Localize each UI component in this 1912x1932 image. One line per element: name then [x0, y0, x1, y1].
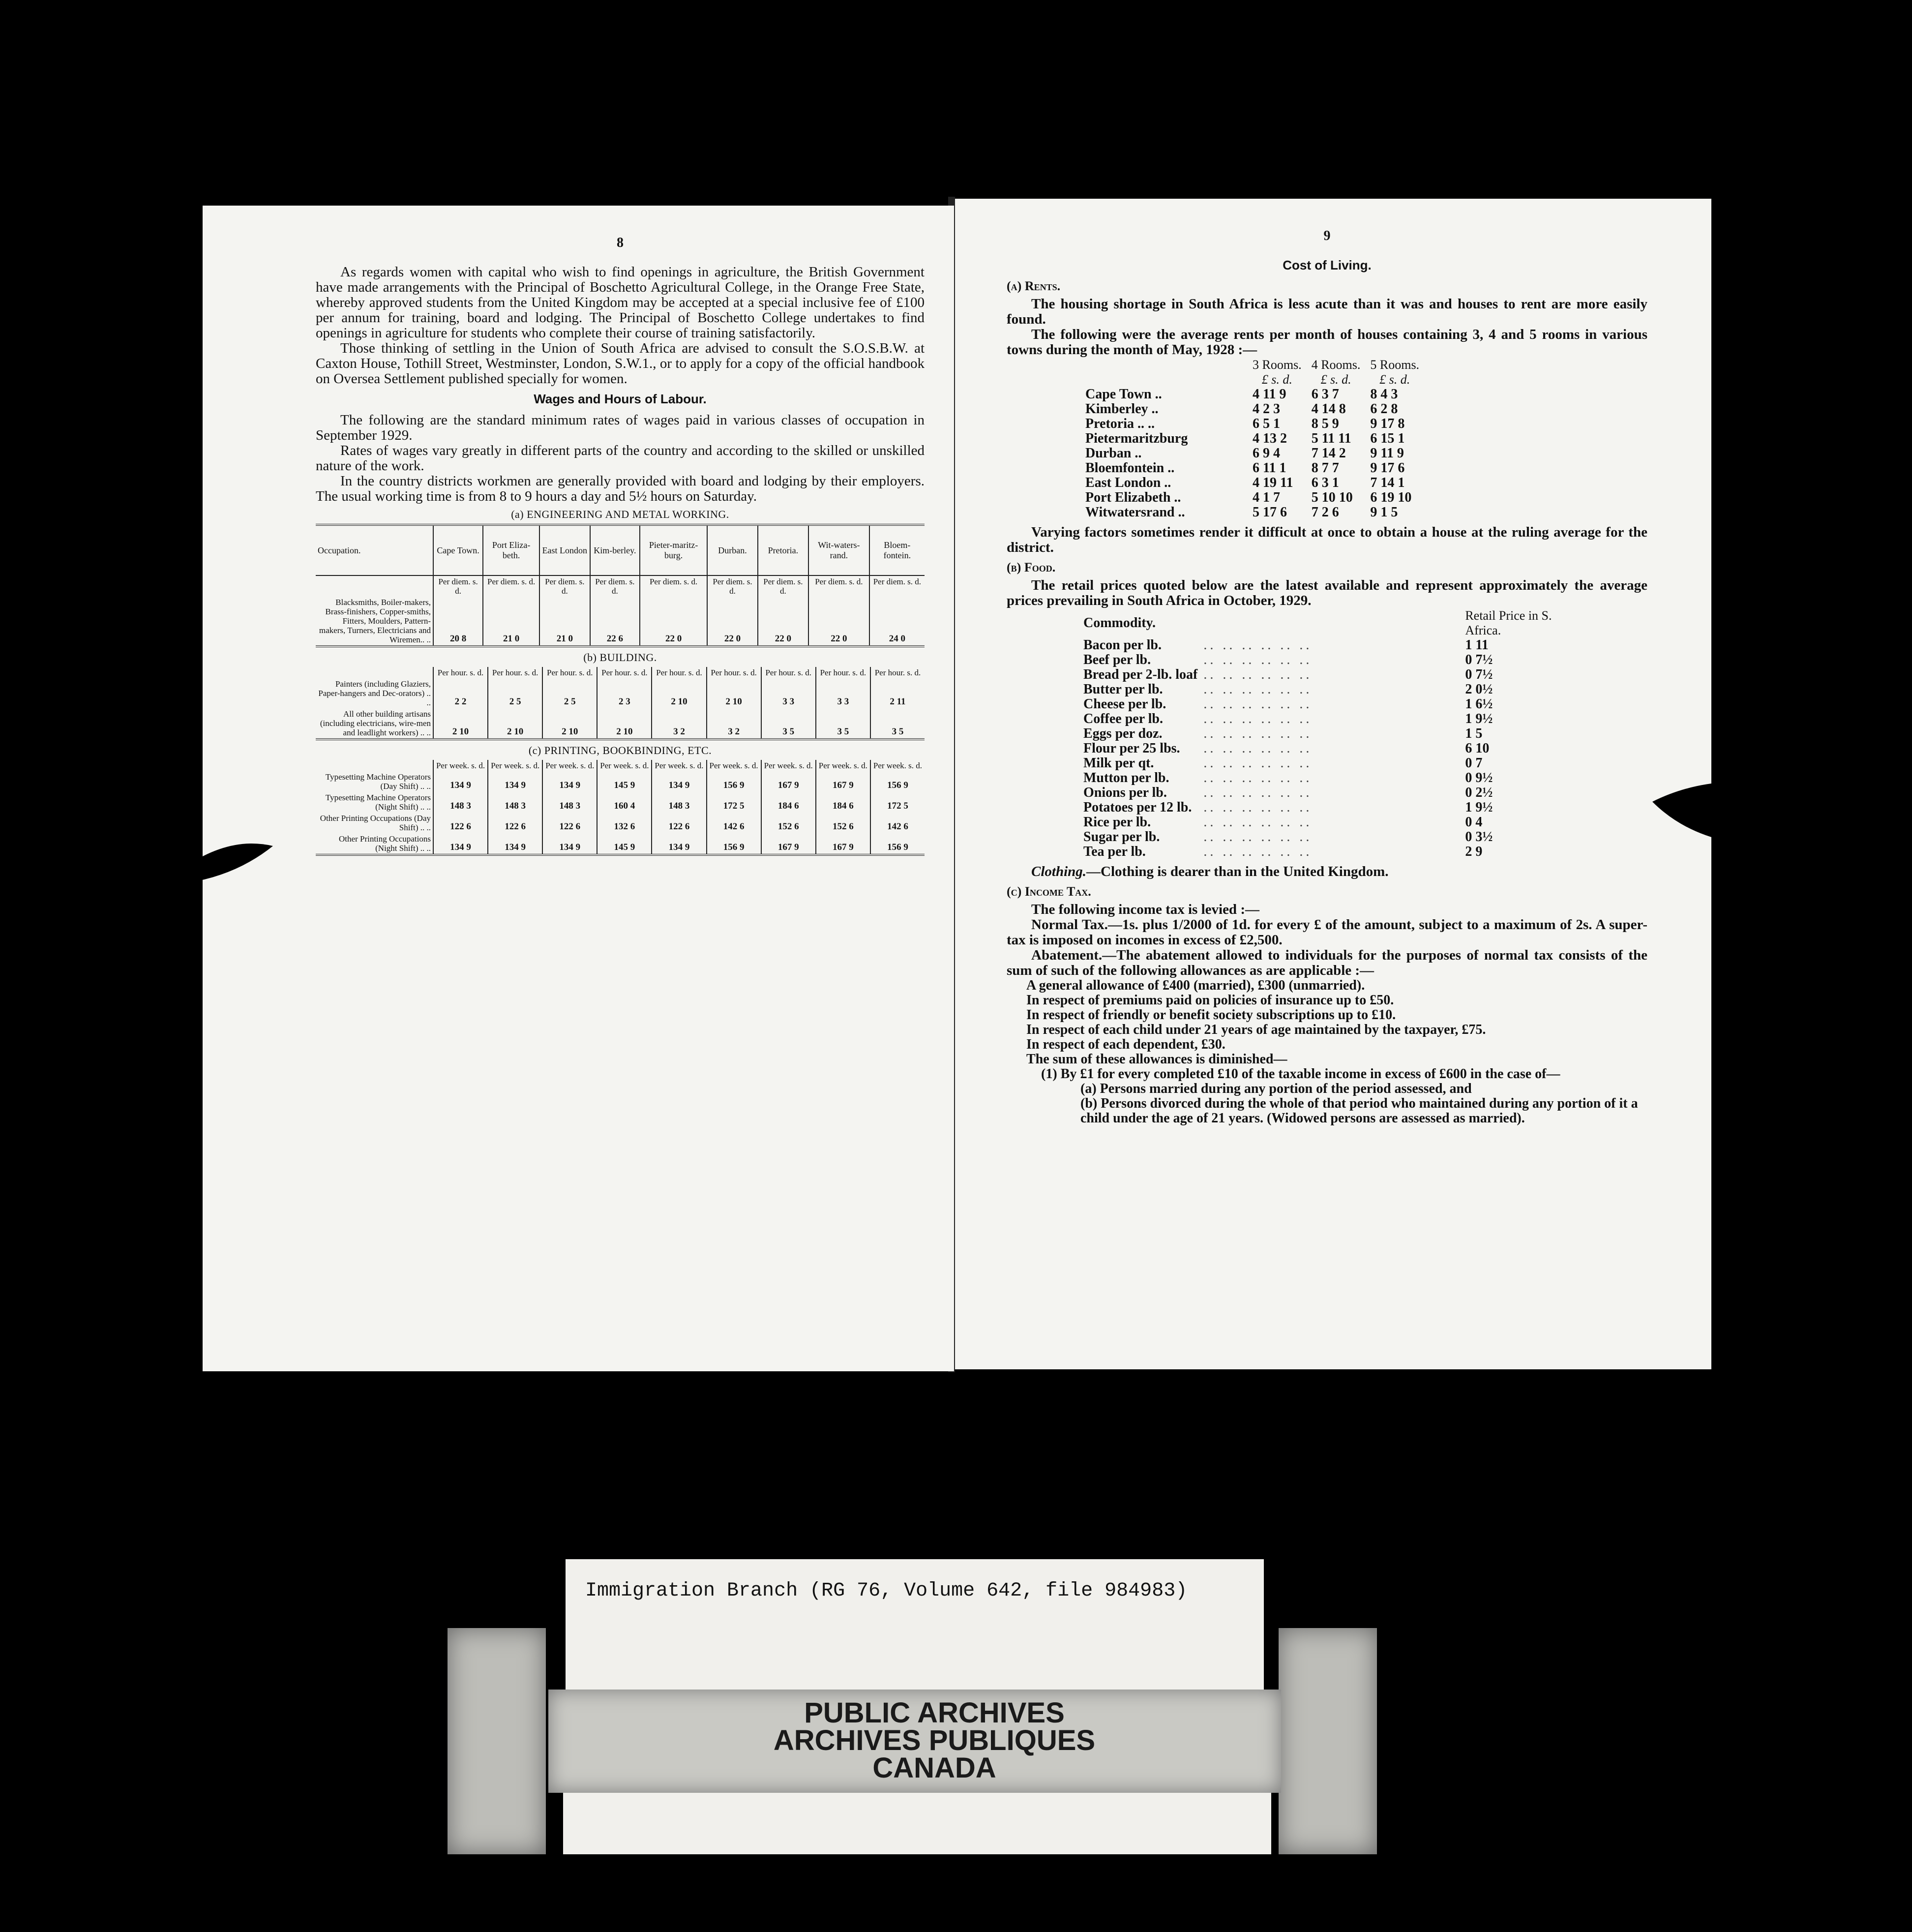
column-header: Occupation. — [316, 525, 433, 575]
occupation-cell: Painters (including Glaziers, Paper-hangers and Dec-orators) .. .. — [318, 679, 431, 707]
price-cell: 0 2½ — [1465, 785, 1493, 800]
wage-value-cell: 22 0 — [808, 597, 869, 646]
wage-value-cell: 2 10 — [597, 708, 652, 739]
leader-dots: .. .. .. .. .. .. — [1203, 770, 1313, 785]
commodity-cell: Butter per lb. — [1083, 682, 1163, 697]
leader-dots: .. .. .. .. .. .. — [1203, 829, 1313, 845]
wage-value-cell: 172 5 — [707, 792, 761, 813]
unit-cell: Per hour. s. d. — [542, 667, 597, 678]
wage-value-cell: 134 9 — [542, 833, 597, 855]
food-row — [1080, 785, 1566, 800]
rent-header-blank — [1080, 358, 1248, 372]
rent-row — [1080, 476, 1424, 490]
left-page — [203, 206, 954, 1371]
wage-value-cell: 156 9 — [707, 771, 761, 792]
wage-value-cell: 167 9 — [761, 771, 816, 792]
column-header: Pieter-maritz-burg. — [640, 525, 707, 575]
occupation-cell: Other Printing Occupations (Night Shift) .. .. — [316, 833, 433, 855]
rents-table — [1080, 358, 1424, 520]
rent-header: 3 Rooms. — [1253, 358, 1302, 372]
clothing-line — [1007, 864, 1647, 879]
allowances-list — [1026, 978, 1647, 1126]
commodity-cell: Milk per qt. — [1083, 755, 1154, 771]
column-header: Port Eliza-beth. — [483, 525, 539, 575]
rent-value-cell: 9 17 6 — [1370, 460, 1405, 476]
wage-value-cell: 145 9 — [597, 833, 652, 855]
price-cell: 2 9 — [1465, 844, 1483, 859]
archive-label-text: Immigration Branch (RG 76, Volume 642, file 984983) — [585, 1580, 1188, 1602]
price-cell: 1 11 — [1465, 637, 1489, 653]
wage-value-cell: 172 5 — [870, 792, 925, 813]
wages-paragraph: The following are the standard minimum rates of wages paid in various classes of occupation in September 1929. — [316, 412, 925, 443]
unit-cell: Per week. s. d. — [816, 760, 870, 771]
food-row — [1080, 697, 1566, 712]
wage-value-cell: 152 6 — [816, 813, 870, 833]
unit-cell: Per hour. s. d. — [652, 667, 706, 678]
rents-note: Varying factors sometimes render it difficult at once to obtain a house at the ruling average for the district. — [1007, 524, 1647, 555]
commodity-cell: Flour per 25 lbs. — [1083, 741, 1180, 756]
tax-abatement: Abatement.—The abatement allowed to individuals for the purposes of normal tax consists of the sum of such of the following allowances as are applicable :— — [1007, 947, 1647, 978]
allowance-item: In respect of each child under 21 years of age maintained by the taxpayer, £75. — [1026, 1022, 1486, 1037]
rent-row — [1080, 461, 1424, 476]
stamp-side-left — [448, 1628, 546, 1854]
unit-cell: Per week. s. d. — [433, 760, 488, 771]
price-cell: 1 9½ — [1465, 711, 1493, 726]
section-b-body — [316, 667, 925, 739]
leader-dots: .. .. .. .. .. .. — [1203, 755, 1313, 771]
wage-value-cell: 134 9 — [433, 833, 488, 855]
unit-cell: Per week. s. d. — [542, 760, 597, 771]
commodity-cell: Bread per 2-lb. loaf — [1083, 667, 1198, 682]
rent-value-cell: 6 9 4 — [1253, 446, 1280, 461]
rent-unit: £ s. d. — [1379, 372, 1410, 387]
price-cell: 1 5 — [1465, 726, 1483, 741]
clip-left — [187, 836, 275, 885]
wage-value-cell: 2 10 — [542, 708, 597, 739]
rent-row — [1080, 402, 1424, 417]
food-row — [1080, 800, 1566, 815]
stamp-line: ARCHIVES PUBLIQUES — [773, 1724, 1096, 1756]
column-header: Bloem-fontein. — [869, 525, 925, 575]
wage-value-cell: 2 10 — [707, 678, 761, 708]
unit-cell: Per week. s. d. — [761, 760, 816, 771]
wage-value-cell: 134 9 — [542, 771, 597, 792]
rent-value-cell: 8 4 3 — [1370, 387, 1398, 402]
rent-value-cell: 4 2 3 — [1253, 401, 1280, 417]
wage-value-cell: 148 3 — [542, 792, 597, 813]
unit-cell: Per diem. s. d. — [590, 575, 640, 597]
commodity-cell: Bacon per lb. — [1083, 637, 1162, 653]
wage-value-cell: 142 6 — [707, 813, 761, 833]
wage-value-cell: 134 9 — [652, 771, 706, 792]
stamp-line: CANADA — [872, 1752, 996, 1784]
unit-row-blank — [316, 667, 433, 678]
allowance-item: A general allowance of £400 (married), £300 (unmarried). — [1026, 978, 1365, 993]
wage-value-cell: 142 6 — [870, 813, 925, 833]
leader-dots: .. .. .. .. .. .. — [1203, 637, 1313, 653]
price-cell: 1 6½ — [1465, 696, 1493, 712]
occupation-cell: Blacksmiths, Boiler-makers, Brass-finishers, Copper-smiths, Fitters, Moulders, Pattern-makers, Turners, Electricians and Wiremen.. .. — [316, 597, 433, 646]
rent-row — [1080, 505, 1424, 520]
town-cell: Port Elizabeth .. — [1085, 490, 1181, 505]
food-row — [1080, 756, 1566, 771]
rent-value-cell: 6 3 1 — [1311, 475, 1339, 490]
food-row — [1080, 741, 1566, 756]
rent-value-cell: 4 1 7 — [1253, 490, 1280, 505]
town-cell: Witwatersrand .. — [1085, 505, 1185, 520]
wage-value-cell: 134 9 — [488, 771, 542, 792]
wage-value-cell: 3 5 — [816, 708, 870, 739]
page-number: 8 — [617, 235, 624, 250]
wage-value-cell: 3 2 — [707, 708, 761, 739]
leader-dots: .. .. .. .. .. .. — [1203, 726, 1313, 741]
page-number: 9 — [1323, 228, 1331, 243]
archive-label — [566, 1559, 1264, 1697]
unit-cell: Per diem. s. d. — [640, 575, 707, 597]
leader-dots: .. .. .. .. .. .. — [1203, 741, 1313, 756]
unit-cell: Per diem. s. d. — [758, 575, 808, 597]
stamp-line: PUBLIC ARCHIVES — [804, 1697, 1065, 1729]
wage-value-cell: 22 0 — [758, 597, 808, 646]
wage-value-cell: 20 8 — [433, 597, 483, 646]
price-cell: 6 10 — [1465, 741, 1490, 756]
commodity-cell: Onions per lb. — [1083, 785, 1167, 800]
wage-value-cell: 122 6 — [542, 813, 597, 833]
unit-row — [316, 575, 925, 597]
price-cell: 2 0½ — [1465, 682, 1493, 697]
clip-right — [1652, 782, 1726, 841]
food-body — [1080, 638, 1566, 859]
commodity-cell: Eggs per doz. — [1083, 726, 1163, 741]
town-cell: Pietermaritzburg — [1085, 431, 1188, 446]
food-header-blank — [1200, 608, 1462, 638]
rent-value-cell: 4 19 11 — [1253, 475, 1293, 490]
price-cell: 1 9½ — [1465, 800, 1493, 815]
food-row — [1080, 771, 1566, 785]
town-cell: Kimberley .. — [1085, 401, 1159, 417]
column-header: Durban. — [707, 525, 758, 575]
food-paragraph: The retail prices quoted below are the latest available and represent approximately the average prices prevailing in South Africa in October, 1929. — [1007, 577, 1647, 608]
unit-row — [316, 667, 925, 678]
section-b-title: (b) BUILDING. — [583, 651, 657, 664]
rent-value-cell: 6 3 7 — [1311, 387, 1339, 402]
price-cell: 0 4 — [1465, 815, 1483, 830]
unit-row-blank — [316, 575, 433, 597]
town-cell: Durban .. — [1085, 446, 1142, 461]
town-cell: Bloemfontein .. — [1085, 460, 1175, 476]
wage-value-cell: 122 6 — [652, 813, 706, 833]
wage-value-cell: 134 9 — [488, 833, 542, 855]
rent-value-cell: 6 19 10 — [1370, 490, 1412, 505]
unit-cell: Per week. s. d. — [652, 760, 706, 771]
food-header-price: Retail Price in S. Africa. — [1465, 608, 1552, 637]
unit-cell: Per hour. s. d. — [597, 667, 652, 678]
price-cell: 0 9½ — [1465, 770, 1493, 785]
allowance-item: In respect of each dependent, £30. — [1026, 1037, 1225, 1052]
unit-cell: Per diem. s. d. — [433, 575, 483, 597]
wage-value-cell: 148 3 — [433, 792, 488, 813]
leader-dots: .. .. .. .. .. .. — [1203, 711, 1313, 726]
wage-value-cell: 156 9 — [870, 833, 925, 855]
wage-value-cell: 3 3 — [761, 678, 816, 708]
food-row — [1080, 638, 1566, 653]
commodity-cell: Potatoes per 12 lb. — [1083, 800, 1192, 815]
leader-dots: .. .. .. .. .. .. — [1203, 652, 1313, 667]
rent-value-cell: 4 13 2 — [1253, 431, 1287, 446]
price-cell: 0 7 — [1465, 755, 1483, 771]
unit-cell: Per week. s. d. — [488, 760, 542, 771]
leader-dots: .. .. .. .. .. .. — [1203, 785, 1313, 800]
leader-dots: .. .. .. .. .. .. — [1203, 682, 1313, 697]
unit-row — [316, 760, 925, 771]
column-header: Wit-waters-rand. — [808, 525, 869, 575]
leader-dots: .. .. .. .. .. .. — [1203, 844, 1313, 859]
column-header: Cape Town. — [433, 525, 483, 575]
wages-heading: Wages and Hours of Labour. — [534, 392, 707, 406]
clothing-label: Clothing. — [1031, 864, 1087, 879]
tax-intro: The following income tax is levied :— — [1031, 902, 1259, 917]
rent-unit: £ s. d. — [1320, 372, 1351, 387]
rents-paragraph: The following were the average rents per month of houses containing 3, 4 and 5 rooms in various towns during the month of May, 1928 :— — [1007, 327, 1647, 358]
section-a-body — [316, 575, 925, 646]
rent-value-cell: 6 2 8 — [1370, 401, 1398, 417]
wage-value-cell: 2 5 — [542, 678, 597, 708]
section-c-title: (c) PRINTING, BOOKBINDING, ETC. — [528, 744, 712, 756]
right-page — [955, 199, 1711, 1369]
leader-dots: .. .. .. .. .. .. — [1203, 696, 1313, 712]
wage-value-cell: 148 3 — [488, 792, 542, 813]
occupation-cell: Typesetting Machine Operators (Day Shift) .. .. — [325, 772, 431, 791]
wage-value-cell: 2 5 — [488, 678, 542, 708]
commodity-cell: Beef per lb. — [1083, 652, 1151, 667]
unit-cell: Per diem. s. d. — [539, 575, 590, 597]
rent-value-cell: 6 11 1 — [1253, 460, 1286, 476]
wage-value-cell: 3 3 — [816, 678, 870, 708]
wage-value-cell: 2 3 — [597, 678, 652, 708]
rent-value-cell: 8 7 7 — [1311, 460, 1339, 476]
food-row — [1080, 667, 1566, 682]
wage-value-cell: 22 0 — [640, 597, 707, 646]
wage-value-cell: 122 6 — [488, 813, 542, 833]
diminished-subitem: (b) Persons divorced during the whole of that period who maintained during any portion of it a child under the age of 21 years. (Widowed persons are assessed as married). — [1080, 1096, 1638, 1126]
wage-value-cell: 184 6 — [761, 792, 816, 813]
wages-paragraph: In the country districts workmen are generally provided with board and lodging by their employers. The usual working time is from 8 to 9 hours a day and 5½ hours on Saturday. — [316, 473, 925, 504]
rent-value-cell: 5 11 11 — [1311, 431, 1351, 446]
table-row — [316, 771, 925, 792]
wage-value-cell: 167 9 — [816, 833, 870, 855]
unit-cell: Per hour. s. d. — [870, 667, 925, 678]
leader-dots: .. .. .. .. .. .. — [1203, 815, 1313, 830]
wage-value-cell: 122 6 — [433, 813, 488, 833]
rent-unit: £ s. d. — [1261, 372, 1292, 387]
rent-value-cell: 6 5 1 — [1253, 416, 1280, 431]
wage-value-cell: 167 9 — [816, 771, 870, 792]
intro-paragraph: Those thinking of settling in the Union of South Africa are advised to consult the S.O.S.B.W. at Caxton House, Tothill Street, Westminster, London, S.W.1., or to apply for a copy of the official handbook on Oversea Settlement published specially for women. — [316, 340, 925, 387]
commodity-cell: Tea per lb. — [1083, 844, 1146, 859]
occupation-cell: Typesetting Machine Operators (Night Shift) .. .. — [325, 793, 431, 812]
rent-row — [1080, 490, 1424, 505]
unit-row-blank — [316, 760, 433, 771]
rent-row — [1080, 387, 1424, 402]
column-header: East London — [539, 525, 590, 575]
rent-value-cell: 4 14 8 — [1311, 401, 1346, 417]
occupation-cell: All other building artisans (including electricians, wire-men and leadlight workers) .. .. — [316, 708, 433, 739]
diminished-item: (1) By £1 for every completed £10 of the taxable income in excess of £600 in the case of— — [1041, 1066, 1560, 1082]
wage-table-printing — [316, 760, 925, 856]
rent-unit-blank — [1080, 372, 1248, 387]
wage-value-cell: 134 9 — [652, 833, 706, 855]
wage-value-cell: 184 6 — [816, 792, 870, 813]
wage-value-cell: 160 4 — [597, 792, 652, 813]
leader-dots: .. .. .. .. .. .. — [1203, 800, 1313, 815]
rent-row — [1080, 417, 1424, 431]
food-row — [1080, 712, 1566, 726]
food-row — [1080, 726, 1566, 741]
rent-value-cell: 9 17 8 — [1370, 416, 1405, 431]
allowance-item: In respect of friendly or benefit society subscriptions up to £10. — [1026, 1007, 1396, 1023]
food-row — [1080, 815, 1566, 830]
wage-value-cell: 156 9 — [707, 833, 761, 855]
rent-value-cell: 7 14 1 — [1370, 475, 1405, 490]
stamp-side-right — [1279, 1628, 1377, 1854]
table-row — [316, 833, 925, 855]
rent-value-cell: 9 11 9 — [1370, 446, 1404, 461]
food-label: (b) Food. — [1007, 560, 1056, 574]
rents-label: (a) Rents. — [1007, 279, 1061, 293]
table-row — [316, 678, 925, 708]
wage-value-cell: 3 2 — [652, 708, 706, 739]
unit-cell: Per hour. s. d. — [816, 667, 870, 678]
occupation-cell: Other Printing Occupations (Day Shift) .. .. — [320, 814, 431, 832]
wage-value-cell: 152 6 — [761, 813, 816, 833]
unit-cell: Per hour. s. d. — [488, 667, 542, 678]
cost-of-living-heading: Cost of Living. — [1283, 258, 1372, 272]
tax-normal: Normal Tax.—1s. plus 1/2000 of 1d. for every £ of the amount, subject to a maximum of 2s. A super-tax is imposed on incomes in excess of £2,500. — [1007, 917, 1647, 948]
allowance-item: In respect of premiums paid on policies of insurance up to £50. — [1026, 993, 1394, 1008]
town-cell: Cape Town .. — [1085, 387, 1162, 402]
wage-value-cell: 156 9 — [870, 771, 925, 792]
wage-value-cell: 2 11 — [870, 678, 925, 708]
rent-value-cell: 9 1 5 — [1370, 505, 1398, 520]
rent-value-cell: 5 17 6 — [1253, 505, 1287, 520]
wage-value-cell: 22 0 — [707, 597, 758, 646]
table-row — [316, 813, 925, 833]
archive-label-bottom — [563, 1793, 1271, 1854]
unit-cell: Per hour. s. d. — [707, 667, 761, 678]
wage-value-cell: 134 9 — [433, 771, 488, 792]
diminished-subitem: (a) Persons married during any portion of the period assessed, and — [1080, 1081, 1472, 1096]
food-table — [1080, 608, 1566, 859]
commodity-cell: Coffee per lb. — [1083, 711, 1163, 726]
rent-value-cell: 6 15 1 — [1370, 431, 1405, 446]
wage-value-cell: 148 3 — [652, 792, 706, 813]
wage-value-cell: 21 0 — [483, 597, 539, 646]
wage-value-cell: 3 5 — [870, 708, 925, 739]
unit-cell: Per diem. s. d. — [808, 575, 869, 597]
wage-value-cell: 2 2 — [433, 678, 488, 708]
archive-stamp — [713, 1699, 1156, 1782]
wage-value-cell: 167 9 — [761, 833, 816, 855]
unit-cell: Per diem. s. d. — [483, 575, 539, 597]
wage-value-cell: 2 10 — [433, 708, 488, 739]
food-header-commodity: Commodity. — [1083, 615, 1156, 631]
rent-value-cell: 7 14 2 — [1311, 446, 1346, 461]
wage-table-building — [316, 667, 925, 740]
rent-header: 4 Rooms. — [1311, 358, 1361, 372]
rent-row — [1080, 431, 1424, 446]
town-cell: Pretoria .. .. — [1085, 416, 1155, 431]
wage-value-cell: 22 6 — [590, 597, 640, 646]
wage-table-engineering — [316, 524, 925, 647]
section-c-body — [316, 760, 925, 855]
price-cell: 0 7½ — [1465, 652, 1493, 667]
commodity-cell: Mutton per lb. — [1083, 770, 1169, 785]
wage-value-cell: 3 5 — [761, 708, 816, 739]
table-row — [316, 708, 925, 739]
clothing-text: —Clothing is dearer than in the United Kingdom. — [1086, 864, 1389, 879]
rent-value-cell: 7 2 6 — [1311, 505, 1339, 520]
commodity-cell: Rice per lb. — [1083, 815, 1151, 830]
food-row — [1080, 830, 1566, 845]
unit-cell: Per hour. s. d. — [433, 667, 488, 678]
wages-paragraph: Rates of wages vary greatly in different parts of the country and according to the skilled or unskilled nature of the work. — [316, 443, 925, 474]
table-row — [316, 792, 925, 813]
column-header: Kim-berley. — [590, 525, 640, 575]
price-cell: 0 7½ — [1465, 667, 1493, 682]
town-cell: East London .. — [1085, 475, 1171, 490]
price-cell: 0 3½ — [1465, 829, 1493, 845]
income-tax-label: (c) Income Tax. — [1007, 884, 1091, 899]
wage-value-cell: 132 6 — [597, 813, 652, 833]
wage-value-cell: 21 0 — [539, 597, 590, 646]
rents-body — [1080, 387, 1424, 520]
rents-paragraph: The housing shortage in South Africa is less acute than it was and houses to rent are more easily found. — [1007, 296, 1647, 327]
rent-value-cell: 8 5 9 — [1311, 416, 1339, 431]
wage-value-cell: 24 0 — [869, 597, 925, 646]
unit-cell: Per week. s. d. — [707, 760, 761, 771]
table-row — [316, 597, 925, 646]
intro-paragraph: As regards women with capital who wish to find openings in agriculture, the British Government have made arrangements with the Principal of Boschetto Agricultural College, in the Orange Free State, whereby approved students from the United Kingdom may be accepted at a special inclusive fee of £100 per annum for training, board and lodging. The Principal of Boschetto College undertakes to find openings in agriculture for students who complete their course of training satisfactorily. — [316, 264, 925, 341]
wage-value-cell: 2 10 — [652, 678, 706, 708]
allowance-item: The sum of these allowances is diminished— — [1026, 1052, 1287, 1067]
wage-value-cell: 145 9 — [597, 771, 652, 792]
commodity-cell: Sugar per lb. — [1083, 829, 1160, 845]
unit-cell: Per week. s. d. — [870, 760, 925, 771]
unit-cell: Per hour. s. d. — [761, 667, 816, 678]
wage-value-cell: 2 10 — [488, 708, 542, 739]
rent-row — [1080, 446, 1424, 461]
rent-value-cell: 4 11 9 — [1253, 387, 1286, 402]
leader-dots: .. .. .. .. .. .. — [1203, 667, 1313, 682]
unit-cell: Per diem. s. d. — [869, 575, 925, 597]
commodity-cell: Cheese per lb. — [1083, 696, 1166, 712]
rent-value-cell: 5 10 10 — [1311, 490, 1353, 505]
unit-cell: Per diem. s. d. — [707, 575, 758, 597]
food-row — [1080, 653, 1566, 667]
food-row — [1080, 682, 1566, 697]
section-a-title: (a) ENGINEERING AND METAL WORKING. — [511, 508, 729, 520]
food-row — [1080, 845, 1566, 859]
unit-cell: Per week. s. d. — [597, 760, 652, 771]
column-header: Pretoria. — [758, 525, 808, 575]
rent-header: 5 Rooms. — [1370, 358, 1420, 372]
